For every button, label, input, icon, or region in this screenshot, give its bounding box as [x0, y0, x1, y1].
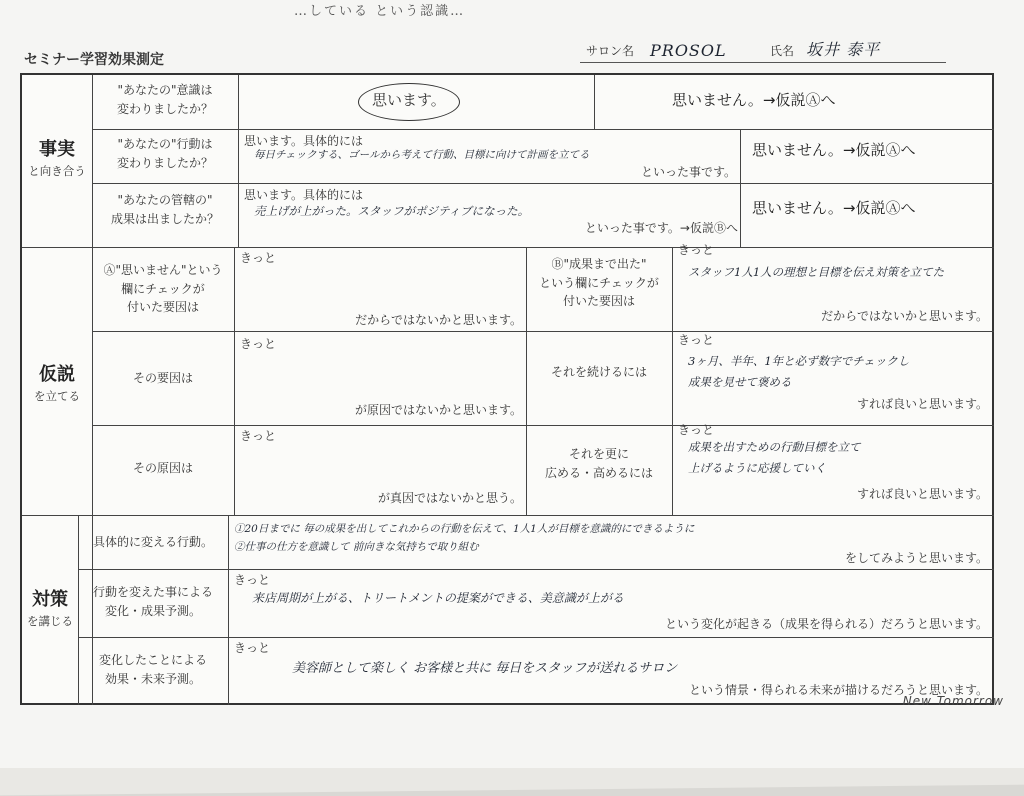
- measurement-table: [20, 73, 994, 705]
- fact-question-action: "あなたの"行動は 変わりましたか？: [116, 137, 213, 170]
- plan-action-handwriting: ①20日までに 毎の成果を出してこれからの行動を伝えて、1人1人が目標を意識的にできるように: [234, 523, 695, 535]
- hypothesis-a-label: Ⓐ"思いません"という 欄にチェックが 付いた要因は: [103, 263, 223, 315]
- hypothesis-section: [22, 360, 92, 404]
- fact-q1-no: 思いません。→仮説Ⓐへ: [672, 91, 836, 109]
- name-value: 坂井 泰平: [806, 40, 881, 59]
- plan-action-label: 具体的に変える行動。: [92, 535, 213, 549]
- plan-change-tail: という変化が起きる（成果を得られる）だろうと思います。: [664, 617, 988, 631]
- name-label: 氏名: [770, 44, 795, 58]
- fact-q2-tail: といった事です。: [640, 165, 736, 179]
- form-title: セミナー学習効果測定: [24, 52, 164, 68]
- hypothesis-spread-lead: きっと: [678, 423, 715, 437]
- plan-action-tail: をしてみようと思います。: [844, 551, 988, 565]
- hypothesis-spread-handwriting: 成果を出すための行動目標を立て 上げるように応援していく: [688, 440, 861, 475]
- fact-question-results: "あなたの管轄の" 成果は出ましたか？: [110, 193, 219, 226]
- footer-brand: New Tomorrow: [902, 694, 1004, 708]
- fact-q3-no: 思いません。→仮説Ⓐへ: [752, 199, 916, 217]
- fact-q3-handwriting: 売上げが上がった。スタッフがポジティブになった。: [254, 204, 530, 218]
- hypothesis-title: 仮説: [39, 364, 75, 385]
- hypothesis-continue-label: それを続けるには: [550, 365, 647, 379]
- plan-title: 対策: [32, 589, 68, 610]
- hypothesis-spread-label: それを更に 広める・高めるには: [544, 447, 653, 480]
- fact-q2-lead: 思います。具体的には: [244, 134, 364, 148]
- fact-title: 事実: [39, 139, 75, 160]
- salon-field: [580, 38, 766, 63]
- plan-action-handwriting-2: ②仕事の仕方を意識して 前向きな気持ちで取り組む: [234, 541, 479, 553]
- hypothesis-cause-lead: きっと: [240, 337, 277, 351]
- hypothesis-b-lead: きっと: [678, 243, 715, 257]
- fact-q1-answer: 思います。: [372, 91, 446, 109]
- hypothesis-continue-tail: すれば良いと思います。: [856, 397, 988, 411]
- plan-effect-label: 変化したことによる 効果・未来予測。: [98, 653, 207, 686]
- fact-q2-no: 思いません。→仮説Ⓐへ: [752, 141, 916, 159]
- plan-subtitle: を講じる: [27, 614, 73, 628]
- hypothesis-root-tail: が真因ではないかと思う。: [377, 491, 522, 505]
- bleed-through-text: …している という認識…: [294, 4, 466, 19]
- hypothesis-a-tail: だからではないかと思います。: [355, 313, 522, 327]
- plan-effect-handwriting: 美容師として楽しく お客様と共に 毎日をスタッフが送れるサロン: [292, 661, 678, 676]
- name-field: [766, 38, 946, 63]
- plan-change-handwriting: 来店周期が上がる、トリートメントの提案ができる、美意識が上がる: [252, 591, 624, 605]
- salon-label: サロン名: [586, 44, 635, 58]
- fact-q3-lead: 思います。具体的には: [244, 188, 364, 202]
- hypothesis-root-lead: きっと: [240, 429, 277, 443]
- hypothesis-b-label: Ⓑ"成果まで出た" という欄にチェックが 付いた要因は: [539, 257, 659, 309]
- fact-subtitle: と向き合う: [28, 164, 86, 178]
- plan-section: [22, 585, 78, 629]
- hypothesis-cause-tail: が原因ではないかと思います。: [354, 403, 522, 417]
- fact-q2-handwriting: 毎日チェックする、ゴールから考えて行動、目標に向けて計画を立てる: [254, 149, 590, 161]
- hypothesis-spread-tail: すれば良いと思います。: [856, 487, 988, 501]
- fact-q3-tail: といった事です。→仮説Ⓑへ: [584, 221, 738, 235]
- hypothesis-b-tail: だからではないかと思います。: [821, 309, 988, 323]
- plan-effect-tail: という情景・得られる未来が描けるだろうと思います。: [688, 683, 988, 697]
- hypothesis-a-lead: きっと: [240, 251, 277, 265]
- fact-section: [22, 135, 92, 179]
- fact-question-awareness: "あなたの"意識は 変わりましたか？: [116, 83, 213, 116]
- plan-effect-lead: きっと: [234, 641, 271, 655]
- hypothesis-b-handwriting: スタッフ1人1人の理想と目標を伝え対策を立てた: [688, 265, 945, 279]
- hypothesis-root-label: その原因は: [132, 461, 193, 475]
- hypothesis-continue-handwriting: 3ヶ月、半年、1年と必ず数字でチェックし 成果を見せて褒める: [688, 354, 910, 389]
- hypothesis-continue-lead: きっと: [678, 333, 715, 347]
- hypothesis-subtitle: を立てる: [34, 389, 80, 403]
- hypothesis-cause-label: その要因は: [132, 371, 193, 385]
- salon-value: PROSOL: [650, 41, 727, 60]
- plan-change-lead: きっと: [234, 573, 271, 587]
- plan-change-label: 行動を変えた事による 変化・成果予測。: [92, 585, 213, 618]
